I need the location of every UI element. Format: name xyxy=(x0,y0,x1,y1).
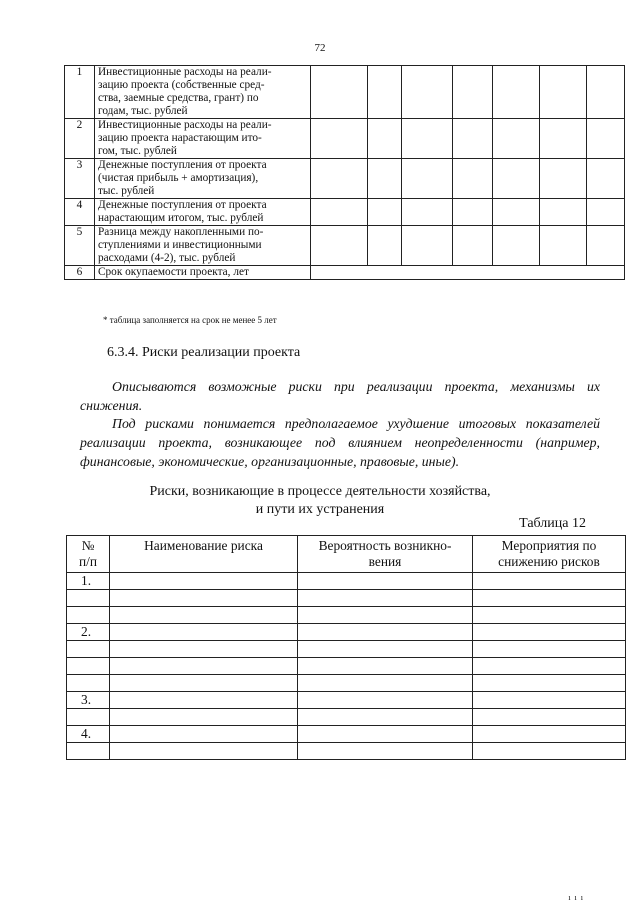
paragraph-2-text: Под рисками понимается предполагаемое ухудшение итоговых показателей реализации проекта, возникающее под влиянием неопределенности (например, финансовые, экономические, организационные, правовые, иные). xyxy=(80,416,600,469)
row-description-line: зацию проекта нарастающим ито- xyxy=(98,132,262,144)
empty-value-cell xyxy=(311,199,368,226)
empty-value-cell xyxy=(493,119,540,159)
table-footnote: * таблица заполняется на срок не менее 5 лет xyxy=(103,315,277,325)
row-description xyxy=(95,66,311,119)
risk-table-row xyxy=(67,641,626,658)
row-description-line: Разница между накопленными по- xyxy=(98,226,264,238)
risk-table-title-line2: и пути их устранения xyxy=(255,502,385,517)
risk-row-number: 2. xyxy=(67,624,110,641)
measures-cell xyxy=(473,658,626,675)
investment-table-row xyxy=(65,199,625,226)
measures-cell xyxy=(473,607,626,624)
risk-name-cell xyxy=(110,692,298,709)
empty-value-cell xyxy=(453,226,493,266)
investment-table-row xyxy=(65,119,625,159)
empty-value-cell xyxy=(540,199,587,226)
header-probability-line2: вения xyxy=(368,554,402,569)
probability-cell xyxy=(298,709,473,726)
row-description-line: расходами (4-2), тыс. рублей xyxy=(98,252,236,264)
probability-cell xyxy=(298,692,473,709)
empty-value-cell xyxy=(311,66,368,119)
risk-table-row xyxy=(67,607,626,624)
risk-table-row xyxy=(67,675,626,692)
header-risk-name-text: Наименование риска xyxy=(144,538,263,553)
row-description-line: Инвестиционные расходы на реали- xyxy=(98,119,272,131)
header-num-line1: № xyxy=(81,538,95,553)
paragraph-risks-description xyxy=(80,377,600,415)
risk-name-cell xyxy=(110,607,298,624)
empty-value-cell xyxy=(540,159,587,199)
risk-table xyxy=(66,535,626,760)
investment-table xyxy=(64,65,625,280)
risk-table-row xyxy=(67,590,626,607)
header-num-line2: п/п xyxy=(78,554,98,569)
probability-cell xyxy=(298,675,473,692)
row-description-line: Денежные поступления от проекта xyxy=(98,199,267,211)
risk-row-number: 4. xyxy=(67,726,110,743)
header-probability-line1: Вероятность возникно- xyxy=(318,538,452,553)
empty-value-cell xyxy=(402,66,453,119)
measures-cell xyxy=(473,743,626,760)
empty-value-cell xyxy=(311,119,368,159)
risk-table-row xyxy=(67,709,626,726)
probability-cell xyxy=(298,590,473,607)
row-description-line: (чистая прибыль + амортизация), xyxy=(98,172,259,184)
investment-table-row xyxy=(65,159,625,199)
probability-cell xyxy=(298,607,473,624)
row-number: 1 xyxy=(65,66,95,119)
paragraph-1-text: Описываются возможные риски при реализации проекта, механизмы их снижения. xyxy=(80,379,600,413)
empty-value-cell xyxy=(311,266,625,280)
risk-row-number xyxy=(67,590,110,607)
risk-name-cell xyxy=(110,726,298,743)
row-description xyxy=(95,159,311,199)
measures-cell xyxy=(473,590,626,607)
empty-value-cell xyxy=(540,66,587,119)
row-number: 3 xyxy=(65,159,95,199)
row-description-line: Срок окупаемости проекта, лет xyxy=(98,266,249,278)
risk-name-cell xyxy=(110,573,298,590)
investment-table-row xyxy=(65,226,625,266)
header-num xyxy=(67,536,110,573)
probability-cell xyxy=(298,658,473,675)
row-number: 4 xyxy=(65,199,95,226)
row-number: 2 xyxy=(65,119,95,159)
row-description-line: нарастающим итогом, тыс. рублей xyxy=(98,212,264,224)
row-description xyxy=(95,199,311,226)
empty-value-cell xyxy=(402,226,453,266)
header-measures xyxy=(473,536,626,573)
risk-table-row xyxy=(67,726,626,743)
empty-value-cell xyxy=(493,159,540,199)
probability-cell xyxy=(298,573,473,590)
row-number: 5 xyxy=(65,226,95,266)
empty-value-cell xyxy=(402,119,453,159)
risk-name-cell xyxy=(110,675,298,692)
risk-row-number: 3. xyxy=(67,692,110,709)
empty-value-cell xyxy=(311,226,368,266)
row-description-line: тыс. рублей xyxy=(98,185,155,197)
empty-value-cell xyxy=(453,66,493,119)
page-number: 72 xyxy=(314,42,326,54)
risk-name-cell xyxy=(110,709,298,726)
row-number: 6 xyxy=(65,266,95,280)
empty-value-cell xyxy=(493,66,540,119)
risk-table-row xyxy=(67,692,626,709)
empty-value-cell xyxy=(368,226,402,266)
measures-cell xyxy=(473,675,626,692)
risk-table-row xyxy=(67,624,626,641)
empty-value-cell xyxy=(402,159,453,199)
row-description-line: ступлениями и инвестиционными xyxy=(98,239,262,251)
section-heading: 6.3.4. Риски реализации проекта xyxy=(107,345,301,360)
risk-table-title xyxy=(0,483,640,519)
empty-value-cell xyxy=(493,226,540,266)
risk-name-cell xyxy=(110,590,298,607)
investment-table-row xyxy=(65,66,625,119)
header-risk-name xyxy=(110,536,298,573)
paragraph-risks-definition xyxy=(80,414,600,471)
probability-cell xyxy=(298,743,473,760)
row-description-line: годам, тыс. рублей xyxy=(98,105,188,117)
header-probability xyxy=(298,536,473,573)
risk-row-number xyxy=(67,675,110,692)
measures-cell xyxy=(473,709,626,726)
probability-cell xyxy=(298,726,473,743)
empty-value-cell xyxy=(453,159,493,199)
risk-row-number xyxy=(67,743,110,760)
empty-value-cell xyxy=(368,199,402,226)
risk-row-number xyxy=(67,709,110,726)
row-description-line: зацию проекта (собственные сред- xyxy=(98,79,265,91)
empty-value-cell xyxy=(540,119,587,159)
measures-cell xyxy=(473,641,626,658)
risk-row-number: 1. xyxy=(67,573,110,590)
risk-table-title-line1: Риски, возникающие в процессе деятельности хозяйства, xyxy=(149,484,491,499)
risk-table-row xyxy=(67,573,626,590)
empty-value-cell xyxy=(587,119,625,159)
empty-value-cell xyxy=(311,159,368,199)
empty-value-cell xyxy=(587,159,625,199)
probability-cell xyxy=(298,624,473,641)
risk-name-cell xyxy=(110,624,298,641)
risk-table-row xyxy=(67,658,626,675)
empty-value-cell xyxy=(493,199,540,226)
row-description-line: гом, тыс. рублей xyxy=(98,145,177,157)
empty-value-cell xyxy=(368,119,402,159)
corner-mark: ı ı ı xyxy=(568,893,584,902)
risk-name-cell xyxy=(110,641,298,658)
measures-cell xyxy=(473,624,626,641)
table-number: Таблица 12 xyxy=(519,516,586,531)
risk-table-row xyxy=(67,743,626,760)
header-measures-line1: Мероприятия по xyxy=(501,538,597,553)
investment-table-row xyxy=(65,266,625,280)
empty-value-cell xyxy=(587,66,625,119)
row-description xyxy=(95,226,311,266)
measures-cell xyxy=(473,726,626,743)
risk-name-cell xyxy=(110,658,298,675)
row-description-line: Инвестиционные расходы на реали- xyxy=(98,66,272,78)
measures-cell xyxy=(473,692,626,709)
risk-row-number xyxy=(67,607,110,624)
empty-value-cell xyxy=(453,119,493,159)
empty-value-cell xyxy=(587,199,625,226)
row-description xyxy=(95,119,311,159)
empty-value-cell xyxy=(587,226,625,266)
header-measures-line2: снижению рисков xyxy=(498,554,600,569)
risk-row-number xyxy=(67,658,110,675)
empty-value-cell xyxy=(540,226,587,266)
risk-row-number xyxy=(67,641,110,658)
probability-cell xyxy=(298,641,473,658)
row-description-line: ства, заемные средства, грант) по xyxy=(98,92,259,104)
empty-value-cell xyxy=(453,199,493,226)
risk-table-header-row xyxy=(67,536,626,573)
risk-name-cell xyxy=(110,743,298,760)
empty-value-cell xyxy=(402,199,453,226)
empty-value-cell xyxy=(368,159,402,199)
row-description-line: Денежные поступления от проекта xyxy=(98,159,267,171)
row-description xyxy=(95,266,311,280)
empty-value-cell xyxy=(368,66,402,119)
measures-cell xyxy=(473,573,626,590)
